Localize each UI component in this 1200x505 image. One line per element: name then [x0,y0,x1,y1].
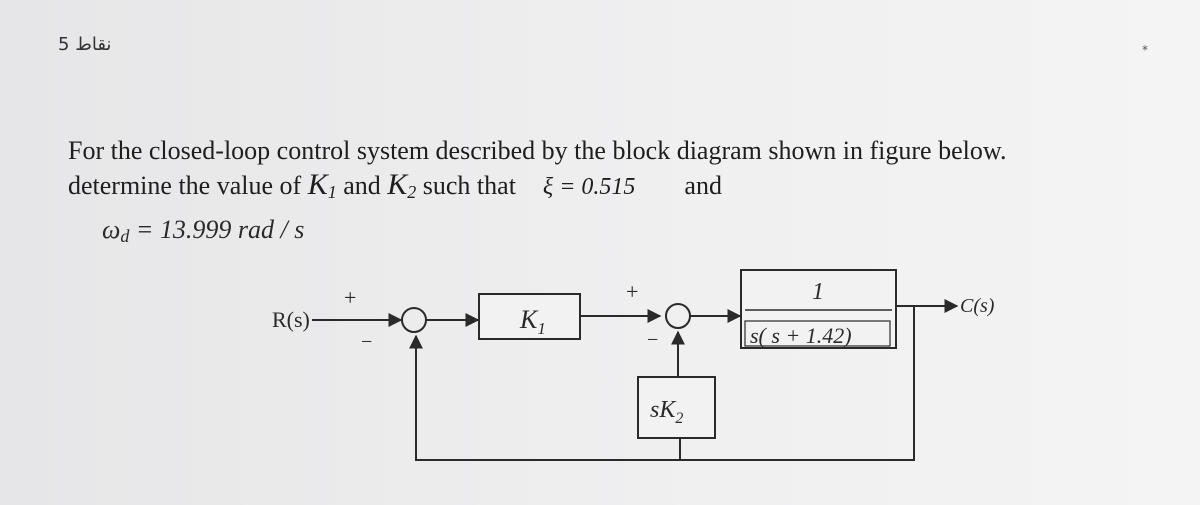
required-star: * [1142,43,1148,57]
summing-junction-2 [666,304,690,328]
k1-block-label: $K_1$ [520,305,546,338]
points-label: 5 نقاط [58,34,112,55]
plant-numerator: 1 [812,279,824,305]
question-and: and [343,171,381,200]
plant-denominator: s( s + 1.42) [750,323,852,348]
k2-symbol: $K_2$ [387,168,417,202]
sum1-minus-sign: − [361,331,373,353]
question-and-2: and [684,171,722,200]
k1-symbol: $K_1$ [307,168,337,202]
question-such-that: such that [422,171,516,200]
sum1-plus-sign: + [344,285,357,310]
input-label: R(s) [272,307,310,332]
omega-d-symbol: $\omega_d$ [102,215,130,246]
output-label: C(s) [960,295,995,317]
zeta-value: ξ = 0.515 [542,174,636,200]
question-determine: determine the value of [68,171,302,200]
omega-d-value: = 13.999 rad / s [135,215,305,244]
question-line-1: For the closed-loop control system described by the block diagram shown in figure below. [68,136,1007,165]
sk2-block-label: $sK_2$ [650,397,684,427]
sum2-plus-sign: + [626,279,639,304]
summing-junction-1 [402,308,426,332]
sum2-minus-sign: − [647,329,659,351]
